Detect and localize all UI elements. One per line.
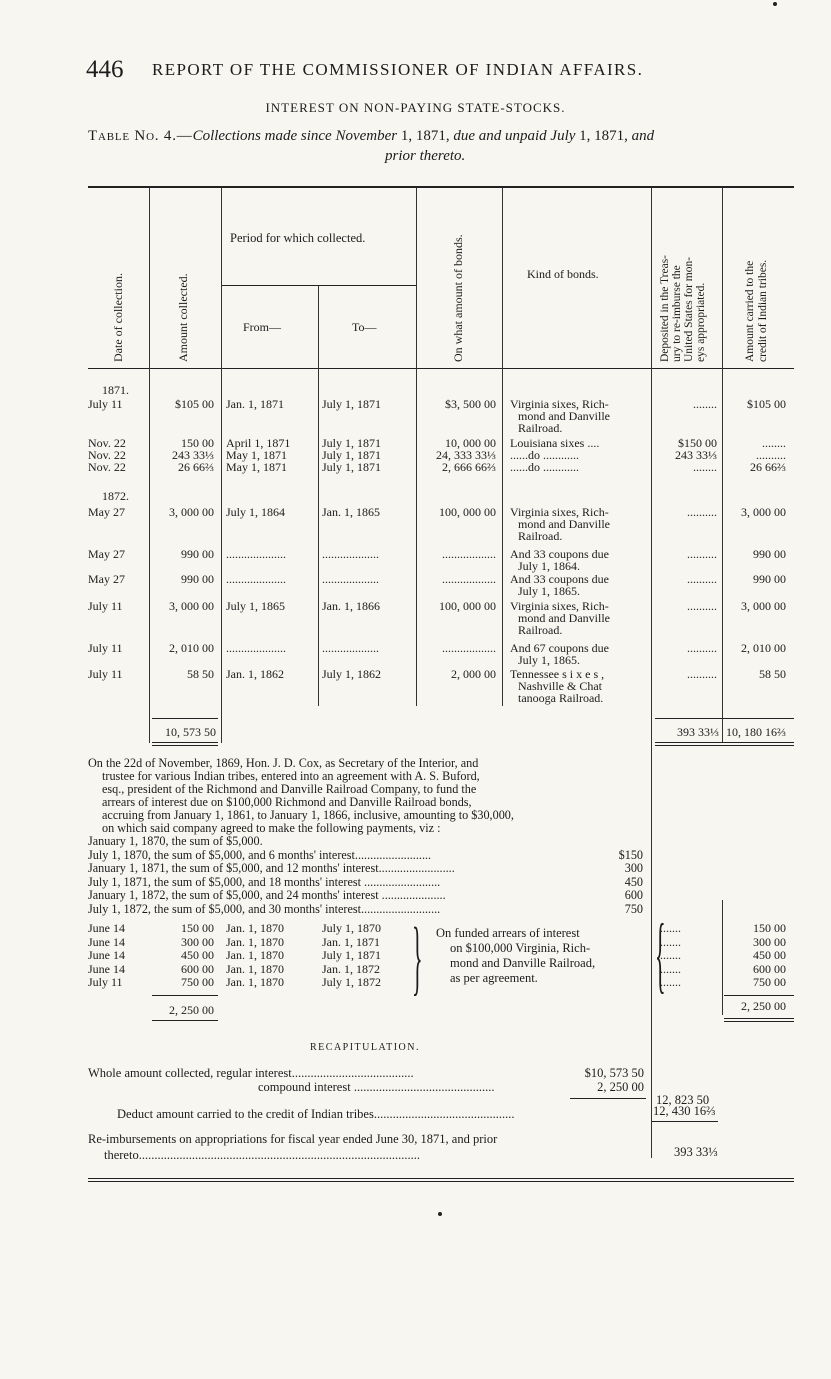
payment-amount: 600 [624,888,643,902]
row-period-from: Jan. 1, 1862 [226,667,284,681]
recap-sum-rule [570,1098,646,1099]
row-period-from: July 1, 1865 [226,599,286,613]
row-kind-of-bonds: mond and Danville [518,611,610,625]
funded-total-rule-right-3 [724,1021,794,1022]
funded-brace-right: { [655,904,666,1002]
row-bond-amount: .................. [442,547,496,561]
row-date: July 11 [88,641,123,655]
funded-date: June 14 [88,921,125,935]
row-carried-to-tribes: 58 50 [759,667,786,681]
funded-to: July 1, 1872 [322,975,382,989]
row-bond-amount: 2, 000 00 [451,667,496,681]
caption-mid-2: 1, 1871, [575,128,632,144]
col-header-carried-2: credit of Indian tribes. [757,259,769,362]
col-rule-1 [149,188,150,743]
page-bottom-rule [88,1178,794,1179]
col-rule-4 [416,188,417,706]
row-deposited: .......... [687,641,717,655]
recap-diff-rule [652,1121,718,1122]
page-number: 446 [86,56,124,83]
row-carried-to-tribes: 3, 000 00 [741,505,786,519]
funded-deposited: ....... [660,921,681,935]
funded-carried: 300 00 [753,934,786,949]
funded-date: June 14 [88,934,125,949]
row-period-to: July 1, 1871 [322,436,382,450]
row-deposited: .......... [687,667,717,681]
row-period-from: .................... [226,641,286,655]
funded-note-line: on $100,000 Virginia, Rich- [450,941,591,955]
row-date: May 27 [88,547,125,561]
row-bond-amount: $3, 500 00 [445,397,496,411]
funded-total-rule-2 [152,1020,218,1021]
row-kind-of-bonds: July 1, 1865. [518,584,581,598]
row-amount: 150 00 [181,436,214,450]
row-period-from: May 1, 1871 [226,448,287,462]
row-bond-amount: .................. [442,641,496,655]
funded-note-line: as per agreement. [450,971,538,985]
funded-note-line: On funded arrears of interest [436,926,580,940]
col-header-from: From— [243,320,282,334]
row-kind-of-bonds: Virginia sixes, Rich- [510,397,609,411]
funded-carried: 150 00 [753,921,786,935]
row-period-to: ................... [322,641,379,655]
payment-amount: $150 [618,847,643,862]
table-caption [88,128,654,145]
recap-sum: 12, 823 50 [656,1093,710,1107]
row-carried-to-tribes: .......... [756,448,786,462]
paragraph-line: esq., president of the Richmond and Danville Railroad Company, to fund the [102,782,477,796]
funded-carried: 450 00 [753,948,786,962]
funded-to: Jan. 1, 1872 [322,961,380,976]
row-kind-of-bonds: And 67 coupons due [510,641,609,655]
payment-amount: 450 [624,874,643,889]
row-kind-of-bonds: Virginia sixes, Rich- [510,599,609,613]
agreement-paragraph [88,757,514,835]
row-bond-amount: 2, 666 66⅔ [442,460,496,474]
funded-amount: 600 00 [181,961,214,976]
funded-from: Jan. 1, 1870 [226,961,284,976]
funded-brace: } [412,908,423,1004]
funded-total-amount: 2, 250 00 [169,1003,214,1017]
payment-amount: 300 [624,861,643,875]
row-carried-to-tribes: 990 00 [753,547,786,561]
row-period-from: July 1, 1864 [226,505,286,519]
funded-date: June 14 [88,948,125,962]
caption-italic-3: and [631,128,655,144]
paragraph-line: on which said company agreed to make the following payments, viz : [102,821,441,835]
recap-title: RECAPITULATION. [310,1042,420,1053]
funded-date: July 11 [88,975,123,989]
payment-amount: 750 [624,901,643,916]
row-period-to: July 1, 1871 [322,448,382,462]
funded-deposited: ....... [660,934,681,949]
row-amount: 3, 000 00 [169,505,214,519]
row-kind-of-bonds: Railroad. [518,623,563,637]
recap-deduct-value: 12, 430 16⅔ [653,1104,716,1118]
funded-to: July 1, 1871 [322,948,382,962]
row-period-from: April 1, 1871 [226,436,291,450]
funded-from: Jan. 1, 1870 [226,975,284,989]
row-period-to: July 1, 1871 [322,460,382,474]
recap-line-2-value: 2, 250 00 [597,1080,644,1094]
funded-total-rule-right [724,995,794,996]
row-amount: 3, 000 00 [169,599,214,613]
print-dot [438,1212,442,1216]
row-deposited: .......... [687,547,717,561]
funded-from: Jan. 1, 1870 [226,948,284,962]
col-header-to: To— [352,320,377,334]
row-kind-of-bonds: Louisiana sixes .... [510,436,600,450]
row-date: July 11 [88,667,123,681]
funded-amount: 450 00 [181,948,214,962]
section-title: INTEREST ON NON-PAYING STATE-STOCKS. [265,100,566,115]
caption-italic-1: Collections made since November [192,128,398,144]
caption-line2: prior thereto. [385,148,466,164]
col-rule-7b [722,900,723,1015]
funded-from: Jan. 1, 1870 [226,921,284,935]
row-carried-to-tribes: 3, 000 00 [741,599,786,613]
total-carried: 10, 180 16⅔ [726,725,786,739]
row-kind-of-bonds: Virginia sixes, Rich- [510,505,609,519]
total-double-rule [152,745,218,746]
row-deposited: $150 00 [678,436,717,450]
table-top-rule [88,186,794,188]
funded-amount: 150 00 [181,921,214,935]
row-bond-amount: 24, 333 33⅓ [436,448,496,462]
total-deposited: 393 33⅓ [677,725,719,739]
caption-mid: 1, 1871, [397,128,454,144]
paragraph-line: arrears of interest due on $100,000 Richmond and Danville Railroad bonds, [102,795,472,809]
row-carried-to-tribes: 26 66⅔ [750,460,786,474]
row-kind-of-bonds: July 1, 1864. [518,559,581,573]
row-kind-of-bonds: tanooga Railroad. [518,691,604,705]
col-rule-3 [318,286,319,706]
funded-note-line: mond and Danville Railroad, [450,956,596,970]
header-bottom-rule [88,368,794,369]
row-carried-to-tribes: 2, 010 00 [741,641,786,655]
col-header-amount: Amount collected. [176,273,190,362]
row-period-from: .................... [226,547,286,561]
total-double-rule [152,742,218,743]
row-carried-to-tribes: $105 00 [747,397,786,411]
running-title: REPORT OF THE COMMISSIONER OF INDIAN AFFAIRS. [152,60,644,79]
row-carried-to-tribes: ........ [762,436,786,450]
row-deposited: .......... [687,505,717,519]
year-label: 1871. [102,383,129,397]
payment-line: January 1, 1871, the sum of $5,000, and 12 months' interest......................... [88,861,455,875]
row-bond-amount: 100, 000 00 [439,599,496,613]
year-label: 1872. [102,489,129,503]
caption-lead: Table No. 4.— [88,128,193,144]
row-kind-of-bonds: Railroad. [518,421,563,435]
col-rule-2 [221,188,222,743]
row-amount: 58 50 [187,667,214,681]
payment-line: July 1, 1872, the sum of $5,000, and 30 months' interest.......................... [88,901,441,916]
row-date: Nov. 22 [88,448,126,462]
paragraph-line: accruing from January 1, 1861, to January 1, 1866, inclusive, amounting to $30,000, [102,808,514,822]
print-dot [773,2,777,6]
row-kind-of-bonds: ......do ............ [510,448,579,462]
row-period-to: Jan. 1, 1865 [322,505,380,519]
row-deposited: ........ [693,460,717,474]
row-period-to: July 1, 1871 [322,397,382,411]
col-header-carried-1: Amount carried to the [744,260,756,362]
table-caption-line2 [385,148,465,165]
row-amount: 990 00 [181,547,214,561]
col-rule-7 [722,188,723,743]
col-header-date: Date of collection. [111,273,125,362]
row-date: July 11 [88,599,123,613]
paragraph-line: On the 22d of November, 1869, Hon. J. D. Cox, as Secretary of the Interior, and [88,756,479,770]
col-header-deposited-1: Deposited in the Treas- [659,254,671,362]
row-amount: 2, 010 00 [169,641,214,655]
row-bond-amount: 100, 000 00 [439,505,496,519]
total-double-rule [655,742,794,743]
payment-line: July 1, 1870, the sum of $5,000, and 6 months' interest......................... [88,847,432,862]
row-period-to: ................... [322,547,379,561]
col-header-period: Period for which collected. [230,231,366,245]
funded-to: Jan. 1, 1871 [322,934,380,949]
row-bond-amount: 10, 000 00 [445,436,496,450]
row-kind-of-bonds: Nashville & Chat [518,679,602,693]
recap-reimb-value: 393 33⅓ [674,1145,718,1159]
funded-carried: 600 00 [753,961,786,976]
col-header-on-what: On what amount of bonds. [451,234,465,362]
funded-carried: 750 00 [753,975,786,989]
row-carried-to-tribes: 990 00 [753,572,786,586]
funded-amount: 300 00 [181,934,214,949]
row-kind-of-bonds: mond and Danville [518,409,610,423]
recap-reimb-label-2: thereto.......................................................................................... [104,1148,420,1162]
row-amount: $105 00 [175,397,214,411]
col-header-deposited-4: eys appropriated. [695,282,707,362]
row-amount: 26 66⅔ [178,460,214,474]
row-period-from: .................... [226,572,286,586]
payment-line: January 1, 1872, the sum of $5,000, and 24 months' interest ..................... [88,888,446,902]
row-deposited: .......... [687,599,717,613]
period-sub-rule [222,285,416,286]
funded-date: June 14 [88,961,125,976]
row-date: Nov. 22 [88,436,126,450]
recap-line-1-label: Whole amount collected, regular interest....................................... [88,1066,414,1080]
row-date: May 27 [88,505,125,519]
funded-note [436,926,595,986]
col-rule-6 [651,188,652,1158]
payment-line: January 1, 1870, the sum of $5,000. [88,834,263,848]
funded-deposited: ....... [660,948,681,962]
funded-to: July 1, 1870 [322,921,382,935]
funded-amount: 750 00 [181,975,214,989]
row-bond-amount: .................. [442,572,496,586]
row-period-to: Jan. 1, 1866 [322,599,380,613]
row-date: Nov. 22 [88,460,126,474]
row-amount: 243 33⅓ [172,448,214,462]
row-kind-of-bonds: Railroad. [518,529,563,543]
row-date: July 11 [88,397,123,411]
funded-from: Jan. 1, 1870 [226,934,284,949]
row-period-from: Jan. 1, 1871 [226,397,284,411]
recap-reimb-label-1: Re-imbursements on appropriations for fiscal year ended June 30, 1871, and prior [88,1132,498,1146]
payment-line: July 1, 1871, the sum of $5,000, and 18 months' interest ......................... [88,874,441,889]
total-rule [152,718,218,719]
page-bottom-rule-2 [88,1181,794,1182]
funded-deposited: ....... [660,975,681,989]
col-header-deposited-2: ury to re-imburse the [671,265,683,362]
col-header-deposited-3: United States for mon- [683,256,695,362]
row-kind-of-bonds: July 1, 1865. [518,653,581,667]
row-kind-of-bonds: Tennessee s i x e s , [510,667,605,681]
recap-line-1-value: $10, 573 50 [584,1066,644,1080]
row-deposited: .......... [687,572,717,586]
row-kind-of-bonds: ......do ............ [510,460,579,474]
funded-total-rule [152,995,218,996]
row-period-from: May 1, 1871 [226,460,287,474]
paragraph-line: trustee for various Indian tribes, entered into an agreement with A. S. Buford, [102,769,480,783]
total-rule-right [655,718,794,719]
row-deposited: 243 33⅓ [675,448,717,462]
row-period-to: July 1, 1862 [322,667,382,681]
recap-deduct-label: Deduct amount carried to the credit of Indian tribes............................................. [117,1107,515,1121]
caption-italic-2: due and unpaid July [453,128,576,144]
funded-deposited: ....... [660,961,681,976]
col-header-kind: Kind of bonds. [527,267,599,281]
total-double-rule [655,745,794,746]
row-kind-of-bonds: And 33 coupons due [510,572,609,586]
col-rule-5 [502,188,503,706]
row-amount: 990 00 [181,572,214,586]
row-kind-of-bonds: And 33 coupons due [510,547,609,561]
row-date: May 27 [88,572,125,586]
row-kind-of-bonds: mond and Danville [518,517,610,531]
total-amount: 10, 573 50 [165,725,216,739]
funded-total-rule-right-2 [724,1018,794,1019]
funded-total-carried: 2, 250 00 [741,999,786,1013]
row-period-to: ................... [322,572,379,586]
row-deposited: ........ [693,397,717,411]
recap-line-2-label: compound interest ............................................. [258,1080,495,1094]
